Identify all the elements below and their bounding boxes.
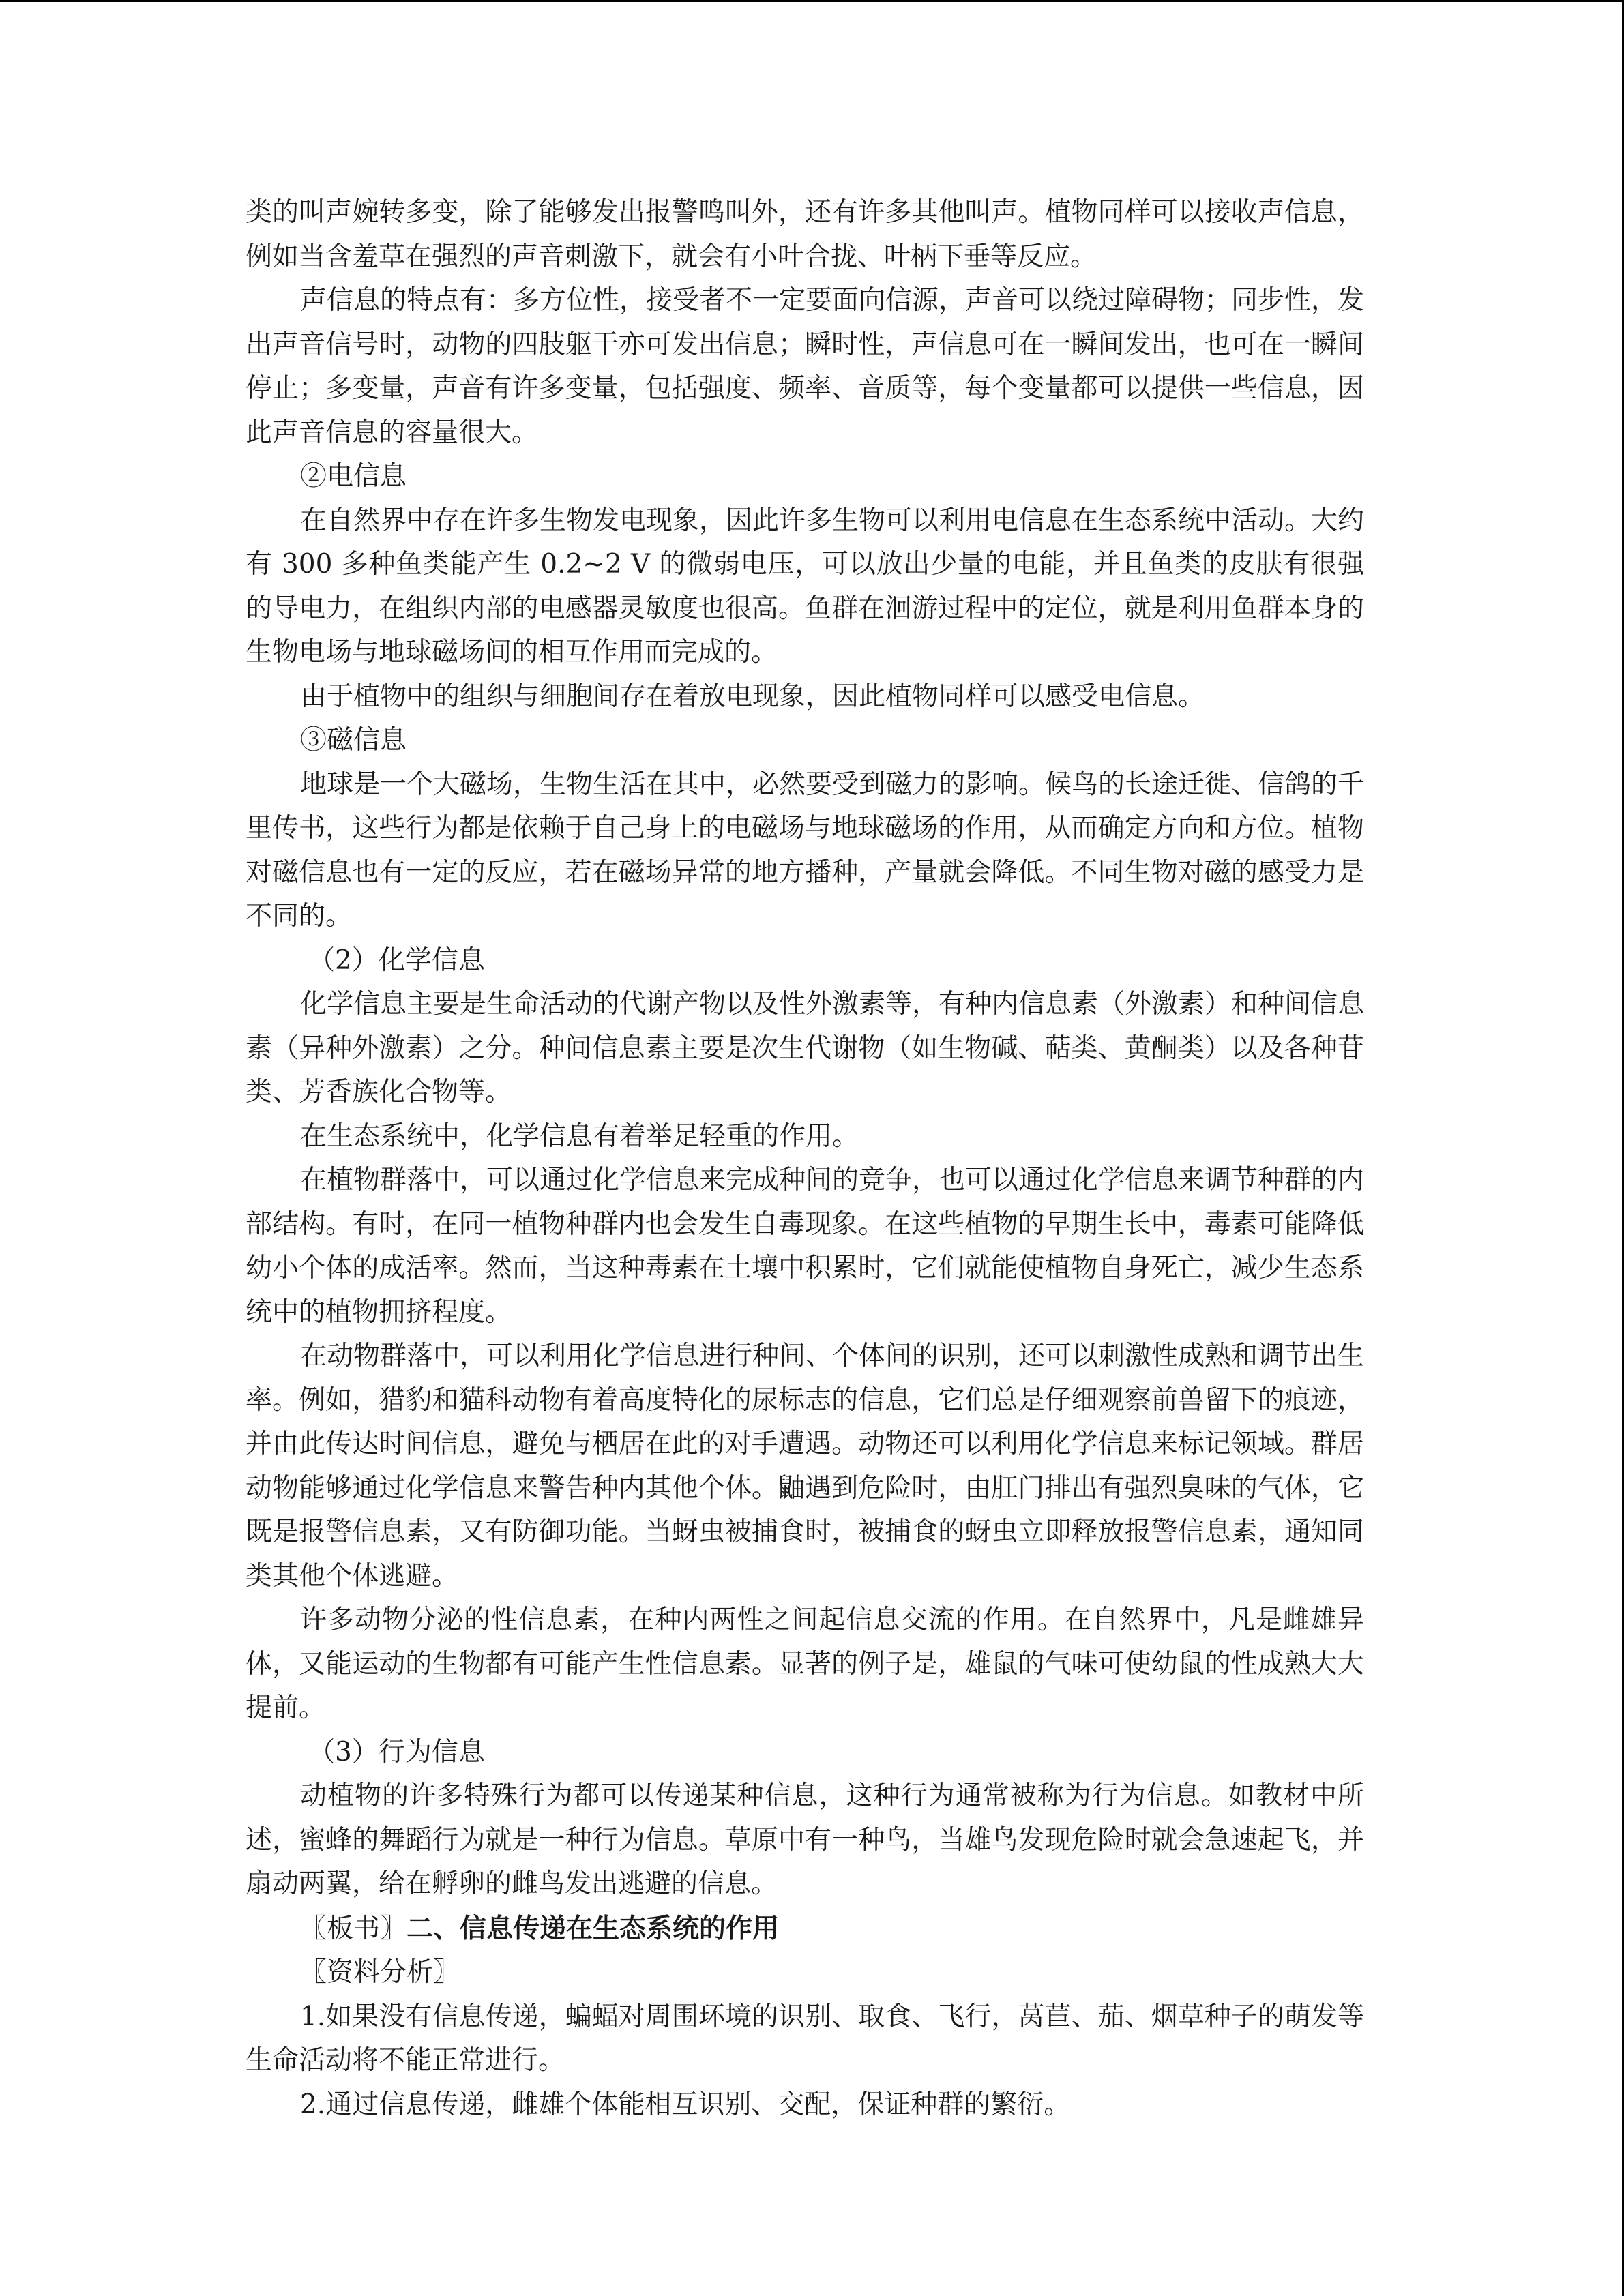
paragraph-electric-2: 由于植物中的组织与细胞间存在着放电现象，因此植物同样可以感受电信息。 bbox=[300, 681, 1205, 712]
paragraph-electric-1: 在自然界中存在许多生物发电现象，因此许多生物可以利用电信息在生态系统中活动。大约有 300 多种鱼类能产生 0.2~2 V 的微弱电压，可以放出少量的电能，并且鱼类的皮肤有很强的导电力，在组织内部的电感器灵敏度也很高。鱼群在洄游过程中的定位，就是利用鱼群本身的生物电场与地球磁场间的相互作用而完成的。 bbox=[246, 505, 1365, 668]
heading-electric-info: ②电信息 bbox=[300, 461, 407, 492]
heading-magnetic-info: ③磁信息 bbox=[300, 725, 407, 756]
heading-data-analysis: 〖资料分析〗 bbox=[300, 1957, 460, 1988]
paragraph-sex-pheromone: 许多动物分泌的性信息素，在种内两性之间起信息交流的作用。在自然界中，凡是雌雄异体，又能运动的生物都有可能产生性信息素。显著的例子是，雄鼠的气味可使幼鼠的性成熟大大提前。 bbox=[246, 1605, 1364, 1723]
board-prefix: 〖板书〗 bbox=[300, 1913, 407, 1944]
paragraph-magnetic: 地球是一个大磁场，生物生活在其中，必然要受到磁力的影响。候鸟的长途迁徙、信鸽的千里传书，这些行为都是依赖于自己身上的电磁场与地球磁场的作用，从而确定方向和方位。植物对磁信息也有一定的反应，若在磁场异常的地方播种，产量就会降低。不同生物对磁的感受力是不同的。 bbox=[246, 769, 1365, 931]
heading-behavior-info: （3）行为信息 bbox=[308, 1736, 485, 1768]
heading-chemical-info: （2）化学信息 bbox=[308, 944, 485, 976]
paragraph-analysis-2: 2.通过信息传递，雌雄个体能相互识别、交配，保证种群的繁衍。 bbox=[300, 2089, 1071, 2120]
paragraph-sound-continued: 类的叫声婉转多变，除了能够发出报警鸣叫外，还有许多其他叫声。植物同样可以接收声信息，例如当含羞草在强烈的声音刺激下，就会有小叶合拢、叶柄下垂等反应。 bbox=[246, 197, 1364, 272]
paragraph-sound-features: 声信息的特点有：多方位性，接受者不一定要面向信源，声音可以绕过障碍物；同步性，发出声音信号时，动物的四肢躯干亦可发出信息；瞬时性，声信息可在一瞬间发出，也可在一瞬间停止；多变量，声音有许多变量，包括强度、频率、音质等，每个变量都可以提供一些信息，因此声音信息的容量很大。 bbox=[246, 285, 1365, 448]
paragraph-chemical-2: 在生态系统中，化学信息有着举足轻重的作用。 bbox=[300, 1120, 859, 1152]
paragraph-analysis-1: 1.如果没有信息传递，蝙蝠对周围环境的识别、取食、飞行，莴苣、茄、烟草种子的萌发等生命活动将不能正常进行。 bbox=[246, 2001, 1364, 2076]
board-title: 二、信息传递在生态系统的作用 bbox=[407, 1912, 780, 1944]
board-heading bbox=[246, 1907, 1364, 1952]
paragraph-chemical-1: 化学信息主要是生命活动的代谢产物以及性外激素等，有种内信息素（外激素）和种间信息素（异种外激素）之分。种间信息素主要是次生代谢物（如生物碱、萜类、黄酮类）以及各种苷类、芳香族化合物等。 bbox=[246, 989, 1365, 1107]
paragraph-plant-community: 在植物群落中，可以通过化学信息来完成种间的竞争，也可以通过化学信息来调节种群的内部结构。有时，在同一植物种群内也会发生自毒现象。在这些植物的早期生长中，毒素可能降低幼小个体的成活率。然而，当这种毒素在土壤中积累时，它们就能使植物自身死亡，减少生态系统中的植物拥挤程度。 bbox=[246, 1165, 1365, 1328]
document-body bbox=[246, 191, 1364, 2127]
paragraph-animal-community: 在动物群落中，可以利用化学信息进行种间、个体间的识别，还可以刺激性成熟和调节出生率。例如，猎豹和猫科动物有着高度特化的尿标志的信息，它们总是仔细观察前兽留下的痕迹，并由此传达时间信息，避免与栖居在此的对手遭遇。动物还可以利用化学信息来标记领域。群居动物能够通过化学信息来警告种内其他个体。鼬遇到危险时，由肛门排出有强烈臭味的气体，它既是报警信息素，又有防御功能。当蚜虫被捕食时，被捕食的蚜虫立即释放报警信息素，通知同类其他个体逃避。 bbox=[246, 1341, 1365, 1592]
paragraph-behavior: 动植物的许多特殊行为都可以传递某种信息，这种行为通常被称为行为信息。如教材中所述，蜜蜂的舞蹈行为就是一种行为信息。草原中有一种鸟，当雄鸟发现危险时就会急速起飞，并扇动两翼，给在孵卵的雌鸟发出逃避的信息。 bbox=[246, 1780, 1364, 1899]
